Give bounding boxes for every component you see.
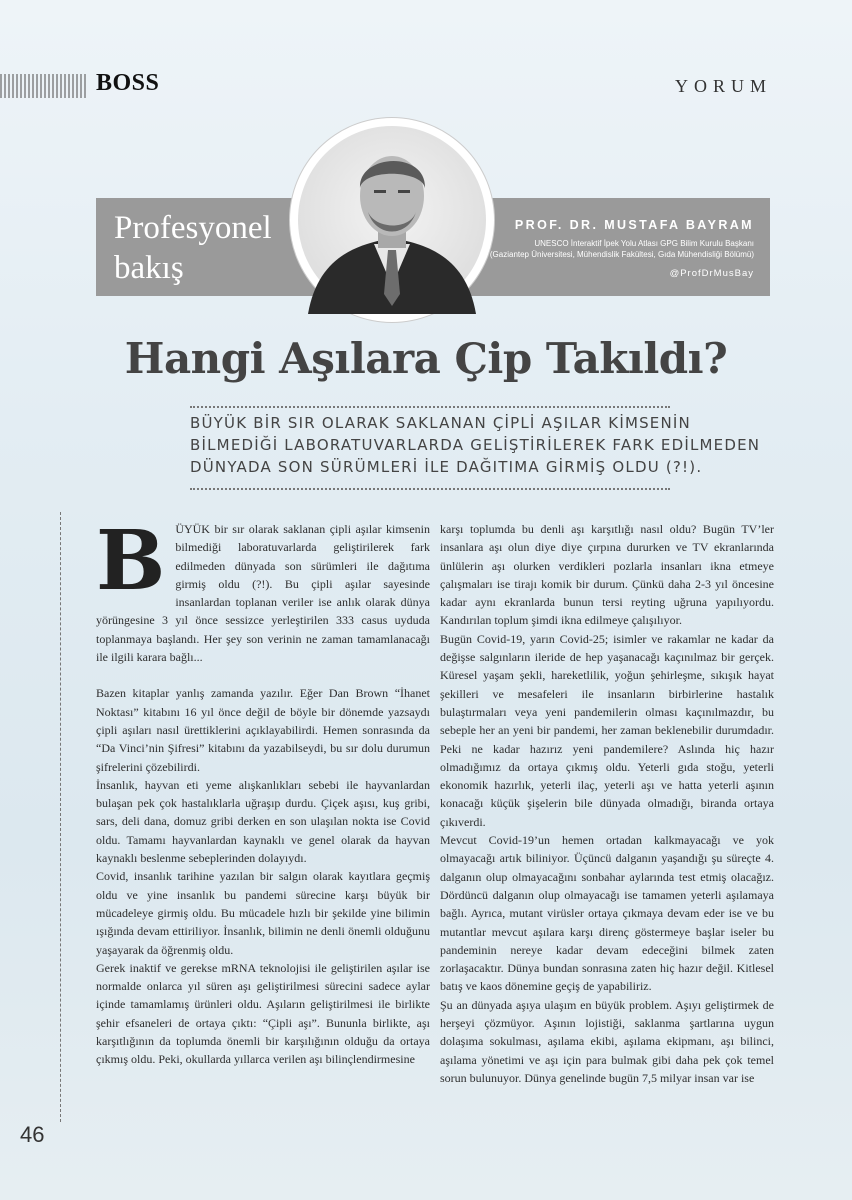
drop-cap: B <box>96 513 166 609</box>
article-paragraph: Şu an dünyada aşıya ulaşım en büyük problem. Aşıyı geliştirmek de herşeyi çözmüyor. Aşının lojistiği, saklanma şartlarına uygun dolaşıma sokulması, aşılama ekibi, aşılama ekipmanı, aşı bilinci, aşılama yönetimi ve aşı için para bulmak gibi daha pek çok temel sorun bulunuyor. Dünya genelinde bugün 7,5 milyar insan var ise <box>440 997 774 1085</box>
article-column-left <box>96 513 430 1069</box>
column-title-line2: bakış <box>114 250 184 286</box>
article-paragraph: Covid, insanlık tarihine yazılan bir salgın olarak kayıtlara geçmiş oldu ve yine insanlık bu pandemi sürecine karşı büyük bir mücadeleye girmiş oldu. Bu mücadele hızlı bir şekilde yine bilimin ışığında devam ettiriliyor. İnsanlık, bilimin ne denli önemli olduğunu yaşayarak da öğrenmiş oldu. <box>96 869 430 957</box>
article-paragraph: Bazen kitaplar yanlış zamanda yazılır. Eğer Dan Brown “İhanet Noktası” kitabını 16 yıl önce değil de böyle bir dönemde yazsaydı çipli aşıları nasıl ürettiklerini açıklayabilirdi. Hemen sonrasında da “Da Vinci’nin Şifresi” kitabını da yazabilseydi, bu sır dolu durumun şifrelerini çözebilirdi. <box>96 686 430 774</box>
lead-line: BİLMEDİĞİ LABORATUVARLARDA GELİŞTİRİLEREK FARK EDİLMEDEN <box>190 436 761 454</box>
author-handle: @ProfDrMusBay <box>669 268 754 279</box>
article-headline: Hangi Aşılara Çip Takıldı? <box>124 334 728 383</box>
article-paragraph: Mevcut Covid-19’un hemen ortadan kalkmayacağı ve yok olmayacağı artık biliniyor. Üçüncü dalganın yaşandığı şu süreçte 4. dalganın olup olmayacağını sonbahar aylarında test etmiş olacağız. Dördüncü dalganın olup olmayacağı ise tamamen yeterli aşılamaya bağlı. Ayrıca, mutant virüsler ortaya çıkmaya devam eder ise ve bu mutantlar mevcut aşılara karşı direnç göstermeye başlar iseler bu pandeminin nereye kadar devam edeceğini bilmek zaten zorlaşacaktır. Dünya bundan sonrasına zaten hiç hazır değil. Kitlesel batış ve kaos dönemine geçiş de yapabiliriz. <box>440 833 774 994</box>
header-stripes <box>0 74 88 98</box>
page-margin-rule <box>60 512 61 1122</box>
article-paragraph: Bugün Covid-19, yarın Covid-25; isimler ve rakamlar ne kadar da değişse salgınların ileride de hep yaşanacağı kaçınılmaz bir gerçek. Küresel yaşam şekli, hareketlilik, yoğun şehirleşme, sıkışık hayat şekilleri ve mesafeleri ile insanların birbirlerine hastalık bulaştırmaları veya yeni pandemilerin olması kaçınılmazdır, bu sebeple her an yeni bir pandemi, her zaman beklenebilir durumdadır. Peki ne kadar hazırız yeni pandemilere? Aslında hiç hazır olmadığımız da ortaya çıkmış oldu. Yeterli gıda stoğu, yeterli ekonomik hazırlık, yeterli ilaç, yeterli aşı ve hatta yeterli aşının konacağı küçük şişelerin bile dünyada olmadığı, biranda ortaya çıkıverdi. <box>440 631 774 829</box>
article-paragraph: İnsanlık, hayvan eti yeme alışkanlıkları sebebi ile hayvanlardan bulaşan pek çok hastalıklarla uğraşıp durdu. Çiçek aşısı, kuş gribi, sars, deli dana, domuz gribi derken en son ulaşılan nokta ise Covid oldu. Tamamı hayvanlardan kaynaklı ve genel olarak da hayvan kaynaklı beslenme sebeplerinden dolayıydı. <box>96 777 430 866</box>
magazine-logo: BOSS <box>96 70 160 96</box>
article-paragraph: Gerek inaktif ve gerekse mRNA teknolojisi ile geliştirilen aşılar ise normalde onlarca yıl süren aşı geliştirilmesi sürecini sadece aylar içinde tamamlamış ürünleri oldu. Aşıların geliştirilmesi ile birlikte şehir efsaneleri de ortaya çıktı: “Çipli aşı”. Bununla birlikte, aşı karşıtlığının da toplumda önemli bir karşılığının olduğu da ortaya çıkmış oldu. Peki, okullarda yıllarca verilen aşı bilinçlendirmesine <box>96 960 430 1067</box>
article-paragraph: karşı toplumda bu denli aşı karşıtlığı nasıl oldu? Bugün TV’ler insanlara aşı olun diye diye çırpına dururken ve TV ekranlarında ünlülerin aşı olurken verdikleri pozlarla insanları ikna etmeye çalışmaları ise tirajı komik bir durum. Çünkü daha 2-3 yıl öncesine kadar aynı ekranlarda bunun tersi reyting uğruna yapılıyordu. Kandırılan toplum şimdi ikna edilmeye çalışılıyor. <box>440 522 774 628</box>
column-title-line1: Profesyonel <box>114 210 272 246</box>
article-lead <box>190 412 761 478</box>
lead-line: BÜYÜK BİR SIR OLARAK SAKLANAN ÇİPLİ AŞILAR KİMSENİN <box>190 414 691 432</box>
author-name: PROF. DR. MUSTAFA BAYRAM <box>514 218 754 232</box>
author-block <box>464 218 754 279</box>
article-paragraph: ÜYÜK bir sır olarak saklanan çipli aşılar kimsenin bilmediği laboratuvarlarda geliştirilerek fark edilmeden dünyada son sürümleri ile dağıtıma girmiş oldu (?!). Bu çipli aşılar sayesinde insanlardan toplanan veriler ise anlık olarak dünya yörüngesine 3 yıl önce sessizce yerleştirilen 333 casus uyduda toplanmaya başlandı. Her şey son verinin ne zaman tamamlanacağı ile ilgili karara bağlı... <box>96 522 430 665</box>
column-title <box>114 208 272 288</box>
section-label: YORUM <box>674 76 772 96</box>
lead-divider-top <box>190 406 670 408</box>
article-column-right <box>440 520 774 1087</box>
author-role-line2: (Gaziantep Üniversitesi, Mühendislik Fakültesi, Gıda Mühendisliği Bölümü) <box>489 250 754 259</box>
lead-divider-bottom <box>190 488 670 490</box>
author-role-line1: UNESCO İnteraktif İpek Yolu Atlası GPG Bilim Kurulu Başkanı <box>534 239 754 248</box>
author-role <box>464 238 754 260</box>
lead-line: DÜNYADA SON SÜRÜMLERİ İLE DAĞITIMA GİRMİŞ OLDU (?!). <box>190 458 703 476</box>
author-portrait-frame <box>290 118 494 322</box>
author-portrait <box>298 126 486 314</box>
author-portrait-illustration <box>298 126 486 314</box>
page-number: 46 <box>20 1122 45 1147</box>
